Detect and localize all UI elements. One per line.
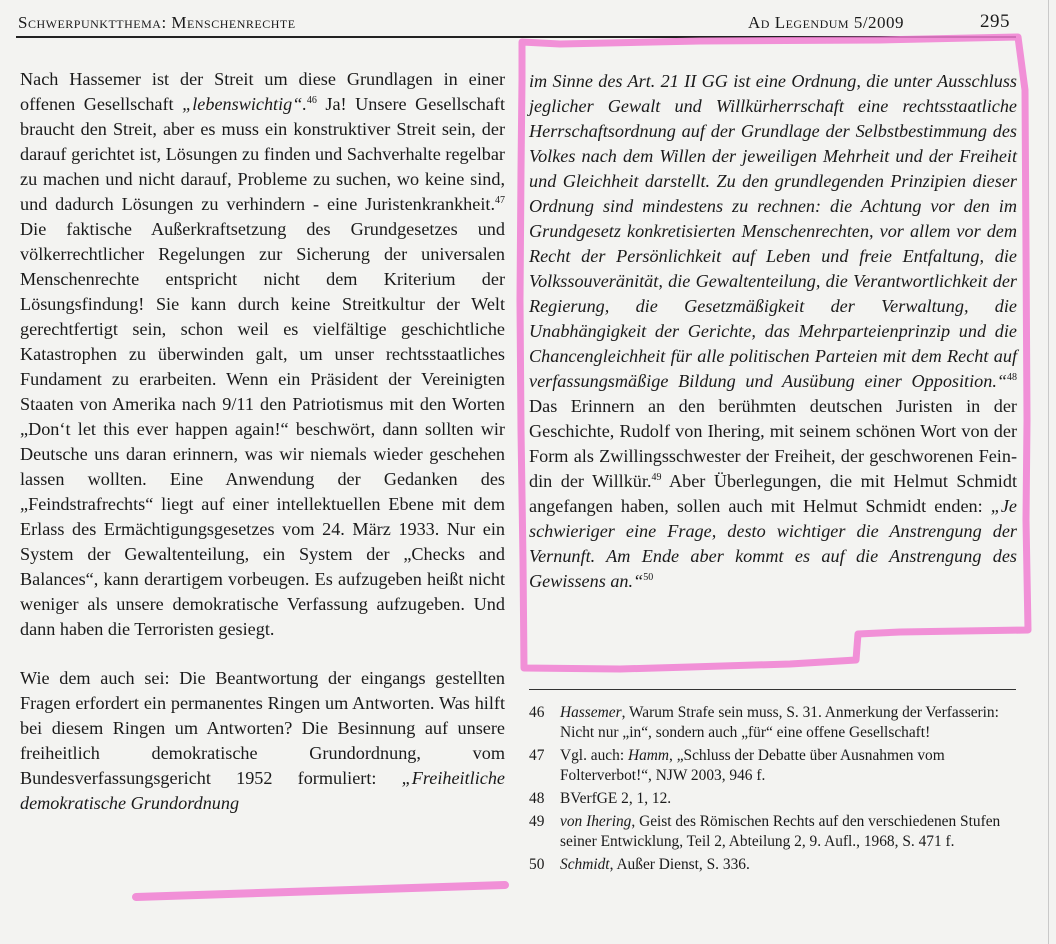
footnote-46 — [529, 703, 1021, 743]
right-column — [529, 69, 1017, 594]
footnote-prefix: Vgl. auch: — [560, 747, 628, 764]
footnote-text: , Außer Dienst, S. 336. — [609, 856, 750, 873]
paragraph-continuation — [529, 69, 1017, 594]
quote-fdgo-definition: im Sinne des Art. 21 II GG ist eine Ordnung, die unter Ausschluss jeglicher Gewalt und Willkürherrschaft eine rechtsstaatliche Herrschaftsordnung auf der Grundlage der Selbstbestimmung des Volkes nach dem Willen der jeweiligen Mehrheit und der Freiheit und Gleichheit darstellt. Zu den grundlegenden Prinzipien dieser Ordnung sind mindestens zu rechnen: die Achtung vor den im Grundgesetz konkretisierten Menschenrechten, vor allem vor dem Recht der Persönlichkeit auf Leben und freie Entfaltung, die Volkssouveränität, die Gewaltenteilung, die Verantwortlichkeit der Regierung, die Gesetzmäßigkeit der Verwaltung, die Unabhängigkeit der Gerichte, das Mehrparteienprinzip und die Chancengleichheit für alle politischen Parteien mit dem Recht auf verfassungsmäßige Bildung und Ausübung einer Opposition.“ — [529, 71, 1017, 391]
footnote-ref-49: 49 — [651, 471, 662, 483]
left-column — [20, 67, 505, 816]
text-run: Nach Hassemer ist der Streit um diese Grundlagen in einer offenen Gesellschaft — [20, 69, 505, 114]
text-run: Das Erinnern an den berühmten deutschen Juristen in der Geschichte, Rudolf von Ihering, mit seinem schönen Wort von der Form als Zwillingsschwester der Freiheit, der geschworenen Feindin der Willkür. — [529, 396, 1017, 491]
footnote-50 — [529, 855, 1021, 875]
footnote-number: 46 — [529, 704, 545, 721]
quote-schmidt: „Je schwieriger eine Frage, desto wichtiger die Anstrengung der Vernunft. Am Ende aber kommt es auf die Anstrengung des Gewissens an.“ — [529, 496, 1017, 591]
paragraph-grundordnung — [20, 666, 505, 816]
footnote-text: , „Schluss der Debatte über Ausnahmen vom Folterverbot!“, NJW 2003, 946 f. — [560, 747, 945, 784]
footnote-rule — [529, 689, 1016, 690]
running-header-journal: Ad Legendum 5/2009 — [748, 13, 905, 32]
running-header-section: Schwerpunktthema: Menschenrechte — [18, 13, 296, 32]
footnote-ref-46: 46 — [306, 94, 317, 106]
header-rule — [16, 36, 1016, 38]
footnote-author: Schmidt — [560, 856, 610, 873]
paragraph-hassemer — [20, 67, 505, 642]
footnotes — [529, 703, 1021, 878]
footnote-47 — [529, 746, 1021, 786]
footnote-text: , Warum Strafe sein muss, S. 31. Anmerkung der Verfasserin: Nicht nur „in“, sondern auch „für“ eine offene Gesellschaft! — [560, 704, 999, 741]
scan-edge — [1048, 0, 1049, 944]
footnote-number: 47 — [529, 747, 545, 764]
footnote-text: BVerfGE 2, 1, 12. — [560, 790, 672, 807]
footnote-author: Hamm — [627, 747, 670, 764]
text-run: Die faktische Außerkraftsetzung des Grundgesetzes und völkerrechtlicher Regelungen zur Sicherung der universalen Menschenrechte entspricht nicht dem Kriterium der Lösungsfindung! Sie kann durch keine Streitkultur der Welt gerechtfertigt sein, schon weil es vielfältige geschichtliche Katastrophen zu überwinden galt, um unser rechtsstaatliches Fundament zu erarbeiten. Wenn ein Präsident der Vereinigten Staaten von Amerika nach 9/11 den Patriotismus mit den Worten „Don‘t let this ever happen again!“ beschwört, dann sollten wir Deutsche uns daran erinnern, was wir niemals wieder geschehen lassen wollten. Eine Anwendung der Gedanken des „Feindstrafrechts“ liegt auf einer intellektuellen Ebene mit dem Erlass des Ermächtigungsgesetzes vom 24. März 1933. Nur ein System der Gewaltenteilung, ein System der „Checks and Balances“, kann derartigem vorbeugen. Es aufzugeben heißt nicht weniger als unsere demokratische Verfassung aufzugeben. Und dann haben die Terroristen gesiegt. — [20, 219, 505, 639]
page-number: 295 — [980, 11, 1010, 32]
footnote-author: Hassemer — [560, 704, 622, 721]
footnote-ref-50: 50 — [643, 571, 654, 583]
footnote-ref-48: 48 — [1007, 371, 1017, 383]
text-run: Aber Überlegungen, die mit Helmut Schmidt angefangen haben, sollen auch mit Helmut Schmidt enden: — [529, 471, 1017, 516]
footnote-text: , Geist des Römischen Rechts auf den verschiedenen Stufen seiner Entwicklung, Teil 2, Abteilung 2, 9. Aufl., 1968, S. 471 f. — [560, 813, 1001, 850]
footnote-48 — [529, 789, 1021, 809]
highlight-underline-stroke — [136, 885, 505, 897]
footnote-number: 49 — [529, 813, 545, 830]
footnote-number: 50 — [529, 856, 545, 873]
footnote-number: 48 — [529, 790, 545, 807]
text-run: Ja! Unsere Gesellschaft braucht den Streit, aber es muss ein konstruktiver Streit sein, der darauf gerichtet ist, Lösungen zu finden und Sachverhalte regelbar zu machen und nicht darauf, Probleme zu suchen, wo keine sind, und dadurch Lösungen zu verhindern - eine Juristenkrankheit. — [20, 94, 506, 214]
text-run: Wie dem auch sei: Die Beantwortung der eingangs gestellten Fragen erfordert ein permanentes Ringen um Antworten. Was hilft bei diesem Ringen um Antworten? Die Besinnung auf unsere freiheitlich demokratische Grundordnung, vom Bundesverfassungsgericht 1952 formuliert: — [20, 668, 505, 788]
footnote-49 — [529, 812, 1021, 852]
quote-fdgo-start: „Freiheitliche demokratische Grundordnung — [20, 768, 505, 813]
footnote-author: von Ihering — [560, 813, 632, 830]
quote-lebenswichtig: „lebenswichtig“. — [182, 94, 307, 114]
footnote-ref-47: 47 — [495, 194, 505, 206]
